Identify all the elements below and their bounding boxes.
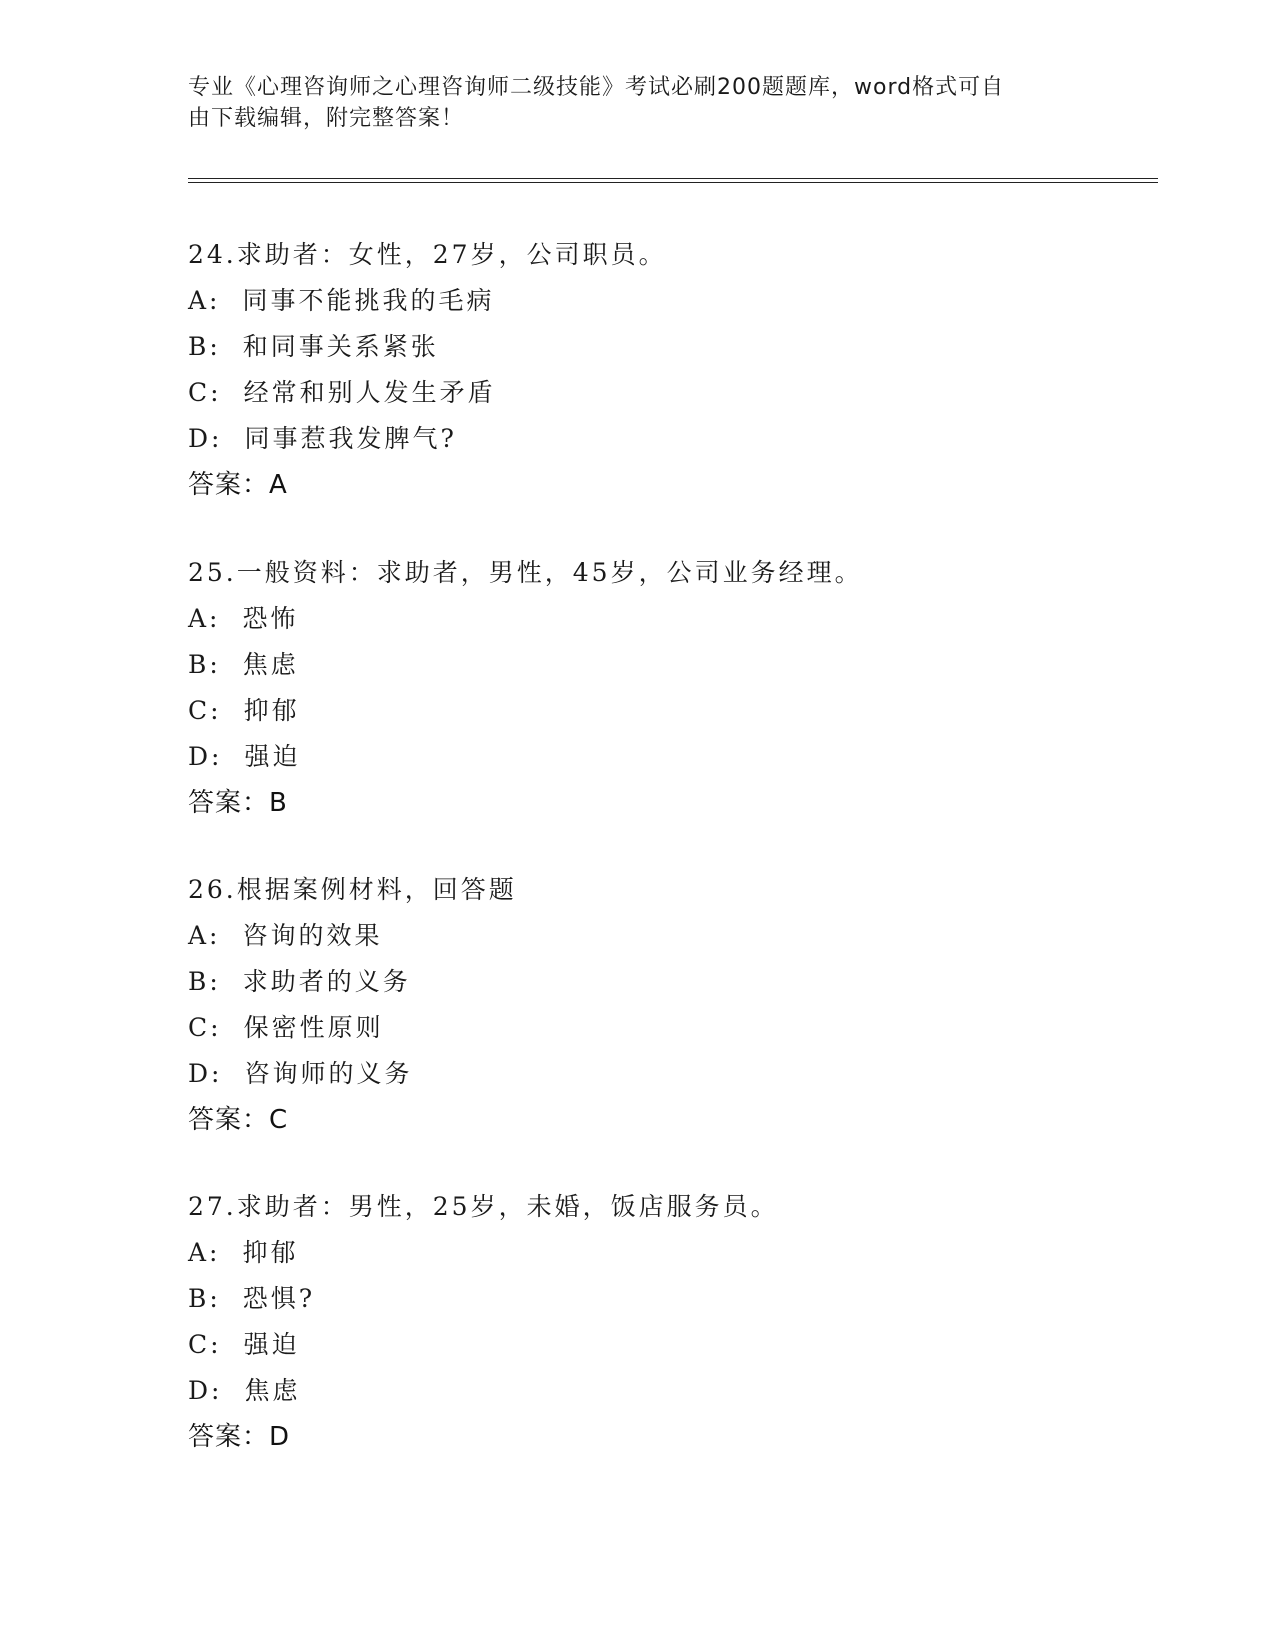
answer-line: 答案：D	[188, 1422, 291, 1452]
option-c	[188, 1322, 1168, 1368]
option-key: D:	[188, 1376, 223, 1405]
option-a	[188, 278, 1168, 324]
option-key: A:	[188, 1238, 221, 1267]
option-text: 恐怖	[242, 604, 299, 633]
question-25	[188, 550, 1168, 826]
option-b	[188, 642, 1168, 688]
option-key: A:	[188, 286, 221, 315]
option-d	[188, 1051, 1168, 1097]
option-text: 焦虑	[242, 650, 299, 679]
header-divider-bottom	[188, 182, 1158, 183]
option-key: D:	[188, 742, 223, 771]
question-stem: 25.一般资料：求助者，男性，45岁，公司业务经理。	[188, 558, 863, 587]
option-a	[188, 1230, 1168, 1276]
option-key: B:	[188, 1284, 221, 1313]
option-text: 保密性原则	[243, 1013, 384, 1042]
option-text: 抑郁	[243, 696, 300, 725]
option-d	[188, 416, 1168, 462]
option-text: 恐惧?	[242, 1284, 316, 1313]
option-text: 焦虑	[244, 1376, 301, 1405]
option-key: D:	[188, 424, 223, 453]
option-c	[188, 1005, 1168, 1051]
option-c	[188, 370, 1168, 416]
answer-line: 答案：A	[188, 470, 288, 500]
document-header	[188, 72, 1068, 134]
option-c	[188, 688, 1168, 734]
header-line-2: 由下载编辑，附完整答案！	[188, 106, 465, 131]
option-key: B:	[188, 332, 221, 361]
option-key: C:	[188, 378, 222, 407]
header-divider-top	[188, 178, 1158, 179]
option-text: 抑郁	[242, 1238, 299, 1267]
question-27	[188, 1184, 1168, 1460]
header-line-1: 专业《心理咨询师之心理咨询师二级技能》考试必刷200题题库，word格式可自	[188, 75, 1005, 100]
answer-line: 答案：C	[188, 1105, 289, 1135]
option-key: D:	[188, 1059, 223, 1088]
question-26	[188, 867, 1168, 1143]
option-d	[188, 1368, 1168, 1414]
option-text: 同事惹我发脾气?	[244, 424, 457, 453]
option-key: C:	[188, 1330, 222, 1359]
option-text: 咨询的效果	[242, 921, 383, 950]
option-b	[188, 959, 1168, 1005]
question-24	[188, 232, 1168, 508]
option-key: A:	[188, 921, 221, 950]
option-key: B:	[188, 650, 221, 679]
option-b	[188, 324, 1168, 370]
option-text: 和同事关系紧张	[242, 332, 439, 361]
option-text: 强迫	[244, 742, 301, 771]
option-key: A:	[188, 604, 221, 633]
option-text: 求助者的义务	[242, 967, 411, 996]
option-key: C:	[188, 1013, 222, 1042]
option-text: 强迫	[243, 1330, 300, 1359]
answer-line: 答案：B	[188, 788, 288, 818]
question-stem: 27.求助者：男性，25岁，未婚，饭店服务员。	[188, 1192, 779, 1221]
option-key: B:	[188, 967, 221, 996]
question-stem: 26.根据案例材料，回答题	[188, 875, 517, 904]
option-a	[188, 596, 1168, 642]
option-text: 咨询师的义务	[244, 1059, 413, 1088]
option-b	[188, 1276, 1168, 1322]
option-a	[188, 913, 1168, 959]
option-d	[188, 734, 1168, 780]
question-stem: 24.求助者：女性，27岁，公司职员。	[188, 240, 667, 269]
option-text: 经常和别人发生矛盾	[243, 378, 496, 407]
option-text: 同事不能挑我的毛病	[242, 286, 495, 315]
option-key: C:	[188, 696, 222, 725]
